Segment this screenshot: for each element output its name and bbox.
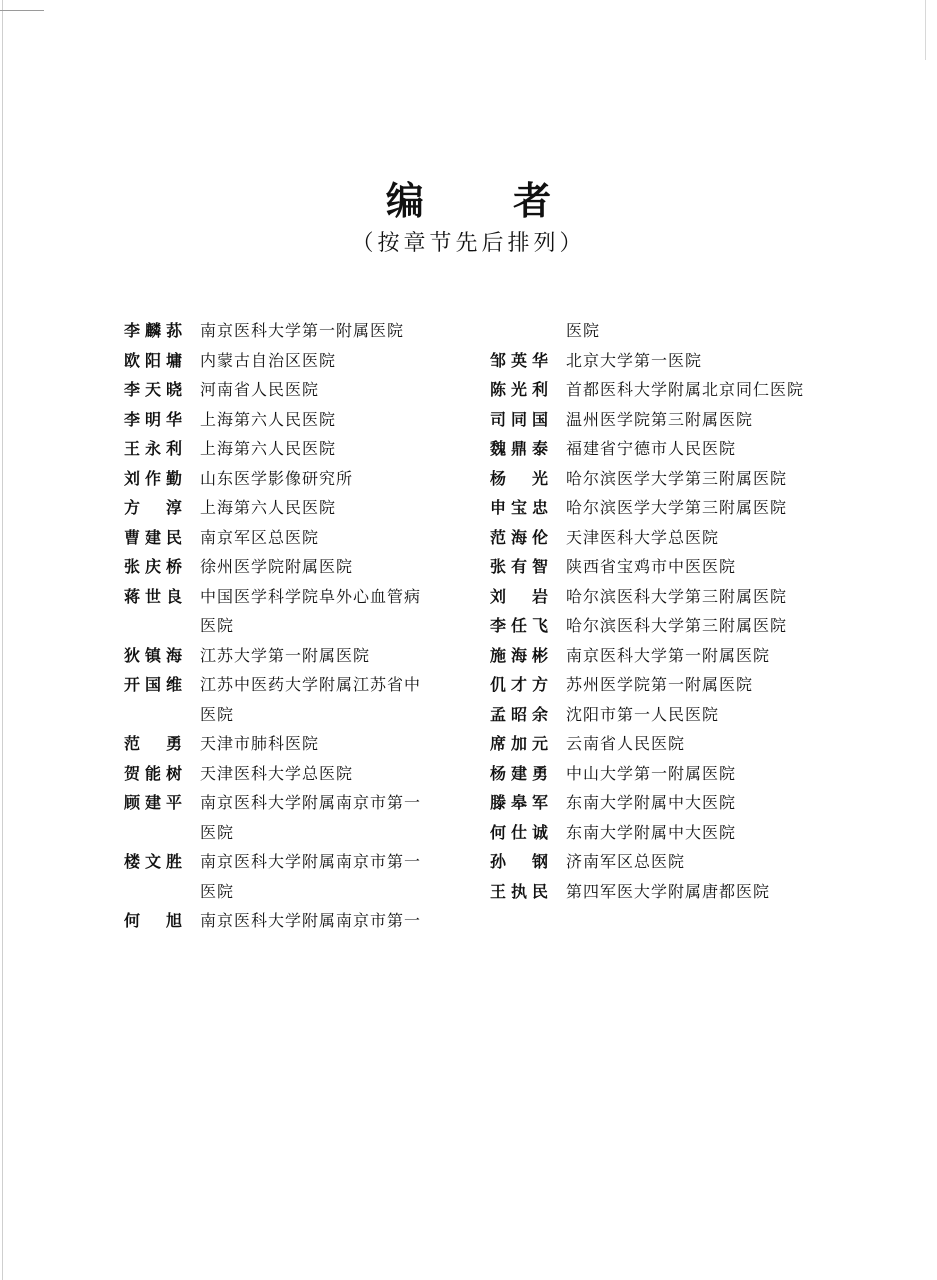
contributor-entry <box>490 877 860 907</box>
affiliation-line: 沈阳市第一人民医院 <box>566 704 720 724</box>
contributor-entry <box>490 493 860 523</box>
page-subtitle: （按章节先后排列） <box>351 231 586 256</box>
affiliation-line: 哈尔滨医学大学第三附属医院 <box>566 468 788 488</box>
contributor-entry <box>490 375 860 405</box>
scan-edge-right <box>925 0 926 60</box>
contributor-affiliation <box>200 641 448 671</box>
contributor-name: 席 加 元 <box>490 734 548 753</box>
contributor-affiliation <box>200 729 448 759</box>
contributor-affiliation <box>566 346 836 376</box>
contributor-entry <box>490 464 860 494</box>
contributor-entry <box>490 700 860 730</box>
contributor-entry <box>124 434 494 464</box>
page-title: 编 者 <box>385 178 590 223</box>
affiliation-line: 苏州医学院第一附属医院 <box>566 675 754 694</box>
right-column <box>490 316 860 906</box>
contributor-entry <box>490 788 860 818</box>
contributor-affiliation <box>200 788 448 847</box>
affiliation-line: 江苏中医药大学附属江苏省中 <box>200 675 422 694</box>
contributor-affiliation <box>566 818 836 848</box>
contributor-affiliation <box>566 700 836 730</box>
affiliation-line: 哈尔滨医科大学第三附属医院 <box>566 616 788 635</box>
contributor-affiliation <box>566 552 836 582</box>
affiliation-line: 第四军医大学附属唐都医院 <box>566 881 771 901</box>
affiliation-line: 河南省人民医院 <box>200 380 320 399</box>
contributor-name: 王 永 利 <box>124 439 182 458</box>
contributor-affiliation <box>200 523 448 553</box>
affiliation-line: 上海第六人民医院 <box>200 439 337 458</box>
affiliation-line: 北京大学第一医院 <box>566 350 703 370</box>
contributor-entry <box>124 670 494 729</box>
affiliation-continuation: 医院 <box>566 321 601 340</box>
contributor-name: 刘 岩 <box>490 586 548 606</box>
contributor-name: 司 同 国 <box>490 409 548 429</box>
affiliation-line: 医院 <box>200 616 235 635</box>
contributor-name: 滕 皋 军 <box>490 793 548 812</box>
contributor-affiliation <box>566 464 836 494</box>
contributor-entry <box>124 316 494 346</box>
affiliation-line: 天津医科大学总医院 <box>200 763 354 783</box>
contributor-affiliation <box>200 847 448 906</box>
contributor-name: 李 天 晓 <box>124 380 182 399</box>
affiliation-line: 中国医学科学院阜外心血管病 <box>200 586 422 606</box>
contributor-name: 开 国 维 <box>124 675 182 694</box>
affiliation-line: 南京军区总医院 <box>200 527 320 547</box>
contributor-entry <box>124 759 494 789</box>
contributor-entry <box>490 847 860 877</box>
contributor-name: 施 海 彬 <box>490 645 548 665</box>
contributor-entry <box>490 641 860 671</box>
contributor-affiliation <box>566 759 836 789</box>
contributor-affiliation <box>200 906 448 936</box>
affiliation-line: 南京医科大学第一附属医院 <box>566 645 771 665</box>
contributor-name: 范 勇 <box>124 734 182 753</box>
contributor-affiliation <box>566 523 836 553</box>
contributor-affiliation <box>566 729 836 759</box>
contributor-entry <box>124 906 494 936</box>
contributor-affiliation <box>200 405 448 435</box>
contributor-entry <box>124 729 494 759</box>
affiliation-line: 首都医科大学附属北京同仁医院 <box>566 380 805 399</box>
left-column <box>124 316 494 936</box>
contributor-affiliation <box>200 316 448 346</box>
contributor-affiliation <box>566 788 836 818</box>
affiliation-line: 南京医科大学附属南京市第一 <box>200 852 422 871</box>
affiliation-line: 医院 <box>200 704 235 724</box>
contributor-entry <box>124 493 494 523</box>
contributor-affiliation <box>566 405 836 435</box>
affiliation-line: 上海第六人民医院 <box>200 409 337 429</box>
affiliation-line: 哈尔滨医科大学第三附属医院 <box>566 586 788 606</box>
contributor-name: 贺 能 树 <box>124 763 182 783</box>
affiliation-line: 天津医科大学总医院 <box>566 527 720 547</box>
contributor-entry <box>490 729 860 759</box>
affiliation-line: 中山大学第一附属医院 <box>566 763 737 783</box>
contributor-name: 张 有 智 <box>490 557 548 576</box>
contributor-entry <box>124 788 494 847</box>
contributor-affiliation <box>200 346 448 376</box>
contributor-affiliation <box>200 375 448 405</box>
contributor-name: 李 麟 荪 <box>124 321 182 340</box>
affiliation-line: 哈尔滨医学大学第三附属医院 <box>566 498 788 517</box>
contributor-affiliation <box>566 611 836 641</box>
contributor-affiliation <box>566 641 836 671</box>
affiliation-line: 南京医科大学附属南京市第一 <box>200 911 422 930</box>
contributor-affiliation <box>200 582 448 641</box>
affiliation-line: 温州医学院第三附属医院 <box>566 409 754 429</box>
affiliation-line: 云南省人民医院 <box>566 734 686 753</box>
affiliation-line: 济南军区总医院 <box>566 852 686 871</box>
affiliation-line: 山东医学影像研究所 <box>200 468 354 488</box>
contributor-name: 杨 建 勇 <box>490 763 548 783</box>
contributor-entry <box>490 611 860 641</box>
contributor-entry <box>124 641 494 671</box>
contributor-name: 刘 作 勤 <box>124 468 182 488</box>
contributor-name: 杨 光 <box>490 468 548 488</box>
contributor-affiliation <box>566 670 836 700</box>
contributor-entry <box>124 582 494 641</box>
contributor-entry <box>490 523 860 553</box>
contributor-affiliation <box>200 493 448 523</box>
contributor-name: 张 庆 桥 <box>124 557 182 576</box>
contributor-name: 李 明 华 <box>124 409 182 429</box>
affiliation-line: 内蒙古自治区医院 <box>200 350 337 370</box>
affiliation-line: 徐州医学院附属医院 <box>200 557 354 576</box>
affiliation-line: 上海第六人民医院 <box>200 498 337 517</box>
contributor-affiliation <box>200 552 448 582</box>
contributor-entry <box>124 464 494 494</box>
contributor-affiliation <box>200 464 448 494</box>
contributor-name: 何 仕 诚 <box>490 822 548 842</box>
contributor-name: 李 任 飞 <box>490 616 548 635</box>
contributor-entry <box>124 523 494 553</box>
contributor-name: 王 执 民 <box>490 881 548 901</box>
contributor-name: 曹 建 民 <box>124 527 182 547</box>
affiliation-line: 南京医科大学附属南京市第一 <box>200 793 422 812</box>
contributor-name: 蒋 世 良 <box>124 586 182 606</box>
contributor-name: 方 淳 <box>124 498 182 517</box>
affiliation-line: 医院 <box>200 881 235 901</box>
contributor-entry <box>124 847 494 906</box>
contributor-entry <box>490 434 860 464</box>
contributor-affiliation <box>200 434 448 464</box>
contributor-entry <box>124 405 494 435</box>
contributor-name: 孙 钢 <box>490 852 548 871</box>
contributor-entry <box>490 552 860 582</box>
contributor-affiliation <box>566 877 836 907</box>
affiliation-line: 江苏大学第一附属医院 <box>200 645 371 665</box>
contributor-name: 欧 阳 墉 <box>124 350 182 370</box>
contributor-affiliation <box>566 434 836 464</box>
contributor-name: 楼 文 胜 <box>124 852 182 871</box>
affiliation-line: 东南大学附属中大医院 <box>566 822 737 842</box>
affiliation-line: 东南大学附属中大医院 <box>566 793 737 812</box>
contributor-entry <box>490 405 860 435</box>
contributor-entry <box>490 818 860 848</box>
contributor-affiliation <box>200 670 448 729</box>
right-column-entries <box>490 346 860 907</box>
contributor-name: 何 旭 <box>124 911 182 930</box>
contributor-entry <box>124 375 494 405</box>
scan-edge-top <box>0 10 44 11</box>
affiliation-line: 南京医科大学第一附属医院 <box>200 321 405 340</box>
contributor-name: 范 海 伦 <box>490 527 548 547</box>
contributor-name: 仉 才 方 <box>490 675 548 694</box>
contributor-name: 陈 光 利 <box>490 380 548 399</box>
contributor-name: 邹 英 华 <box>490 350 548 370</box>
contributor-name: 孟 昭 余 <box>490 704 548 724</box>
contributor-affiliation <box>566 847 836 877</box>
affiliation-line: 医院 <box>200 822 235 842</box>
contributor-name: 顾 建 平 <box>124 793 182 812</box>
contributor-entry <box>490 346 860 376</box>
contributor-name: 申 宝 忠 <box>490 498 548 517</box>
affiliation-line: 天津市肺科医院 <box>200 734 320 753</box>
contributor-entry <box>124 552 494 582</box>
affiliation-line: 陕西省宝鸡市中医医院 <box>566 557 737 576</box>
affiliation-line: 福建省宁德市人民医院 <box>566 439 737 458</box>
contributor-entry <box>490 582 860 612</box>
contributor-entry <box>490 670 860 700</box>
contributor-affiliation <box>200 759 448 789</box>
contributor-affiliation <box>566 375 836 405</box>
contributor-entry <box>124 346 494 376</box>
contributor-name: 魏 鼎 泰 <box>490 439 548 458</box>
contributor-affiliation <box>566 493 836 523</box>
contributor-name: 狄 镇 海 <box>124 645 182 665</box>
contributor-affiliation <box>566 582 836 612</box>
contributor-entry <box>490 759 860 789</box>
